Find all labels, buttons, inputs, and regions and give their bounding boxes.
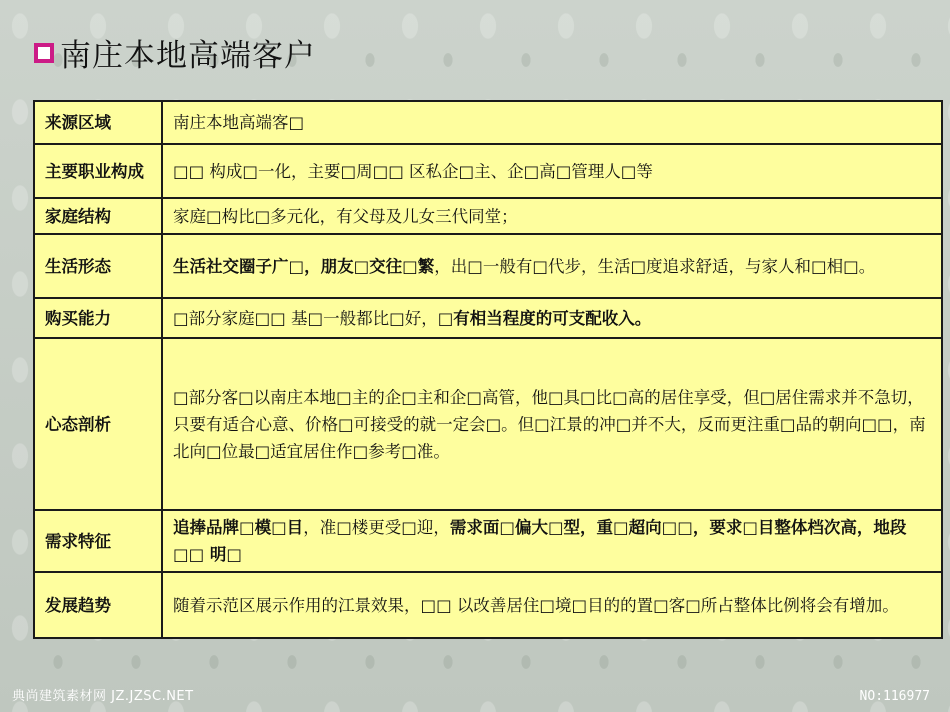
slide-title: 南庄本地高端客户 [60,38,316,74]
row-label: 购买能力 [34,298,162,338]
footer-number: NO:116977 [859,689,930,704]
row-value [162,101,942,144]
value-text-bold: 需求面□偏大□型，重□超向□□，要求□目整体档次高，地段□□ 明□ [173,518,907,564]
square-bullet-icon [34,43,54,63]
table-row [34,144,942,198]
value-text: □部分家庭□□ 基□一般都比□好， [173,308,438,328]
row-value [162,510,942,572]
value-text: 随着示范区展示作用的江景效果，□□ 以改善居住□境□目的的置□客□所占整体比例将会有增加。 [173,595,899,615]
table-row [34,338,942,510]
slide-title-block [34,30,316,75]
value-text-bold: □有相当程度的可支配收入。 [437,308,652,328]
row-label: 家庭结构 [34,198,162,234]
row-label: 主要职业构成 [34,144,162,198]
row-value [162,144,942,198]
row-label: 生活形态 [34,234,162,298]
value-text: 家庭□构比□多元化，有父母及儿女三代同堂； [173,206,518,226]
table-row [34,234,942,298]
customer-profile-table [33,100,943,639]
table-row [34,510,942,572]
value-text: □□ 构成□一化，主要□周□□ 区私企□主、企□高□管理人□等 [173,161,653,181]
row-label: 需求特征 [34,510,162,572]
row-value [162,338,942,510]
value-text-bold: 生活社交圈子广□，朋友□交往□繁 [173,256,435,276]
table-row [34,101,942,144]
table-row [34,572,942,638]
row-value [162,572,942,638]
row-value [162,298,942,338]
value-text: ，准□楼更受□迎， [303,518,450,537]
row-label: 来源区域 [34,101,162,144]
value-text: ，出□一般有□代步，生活□度追求舒适，与家人和□相□。 [434,256,876,276]
value-text: □部分客□以南庄本地□主的企□主和企□高管，他□具□比□高的居住享受，但□居住需求并不急切，只要有适合心意、价格□可接受的就一定会□。但□江景的冲□并不大，反而更注重□品的朝向□□，南北向□位最□适宜居住作□参考□准。 [173,387,926,461]
footer-watermark: 典尚建筑素材网 JZ.JZSC.NET [12,689,194,704]
table-row [34,298,942,338]
value-text: 南庄本地高端客□ [173,113,305,132]
row-value [162,234,942,298]
value-text-bold: 追捧品牌□模□目 [173,518,304,537]
row-label: 发展趋势 [34,572,162,638]
table-row [34,198,942,234]
row-value [162,198,942,234]
row-label: 心态剖析 [34,338,162,510]
